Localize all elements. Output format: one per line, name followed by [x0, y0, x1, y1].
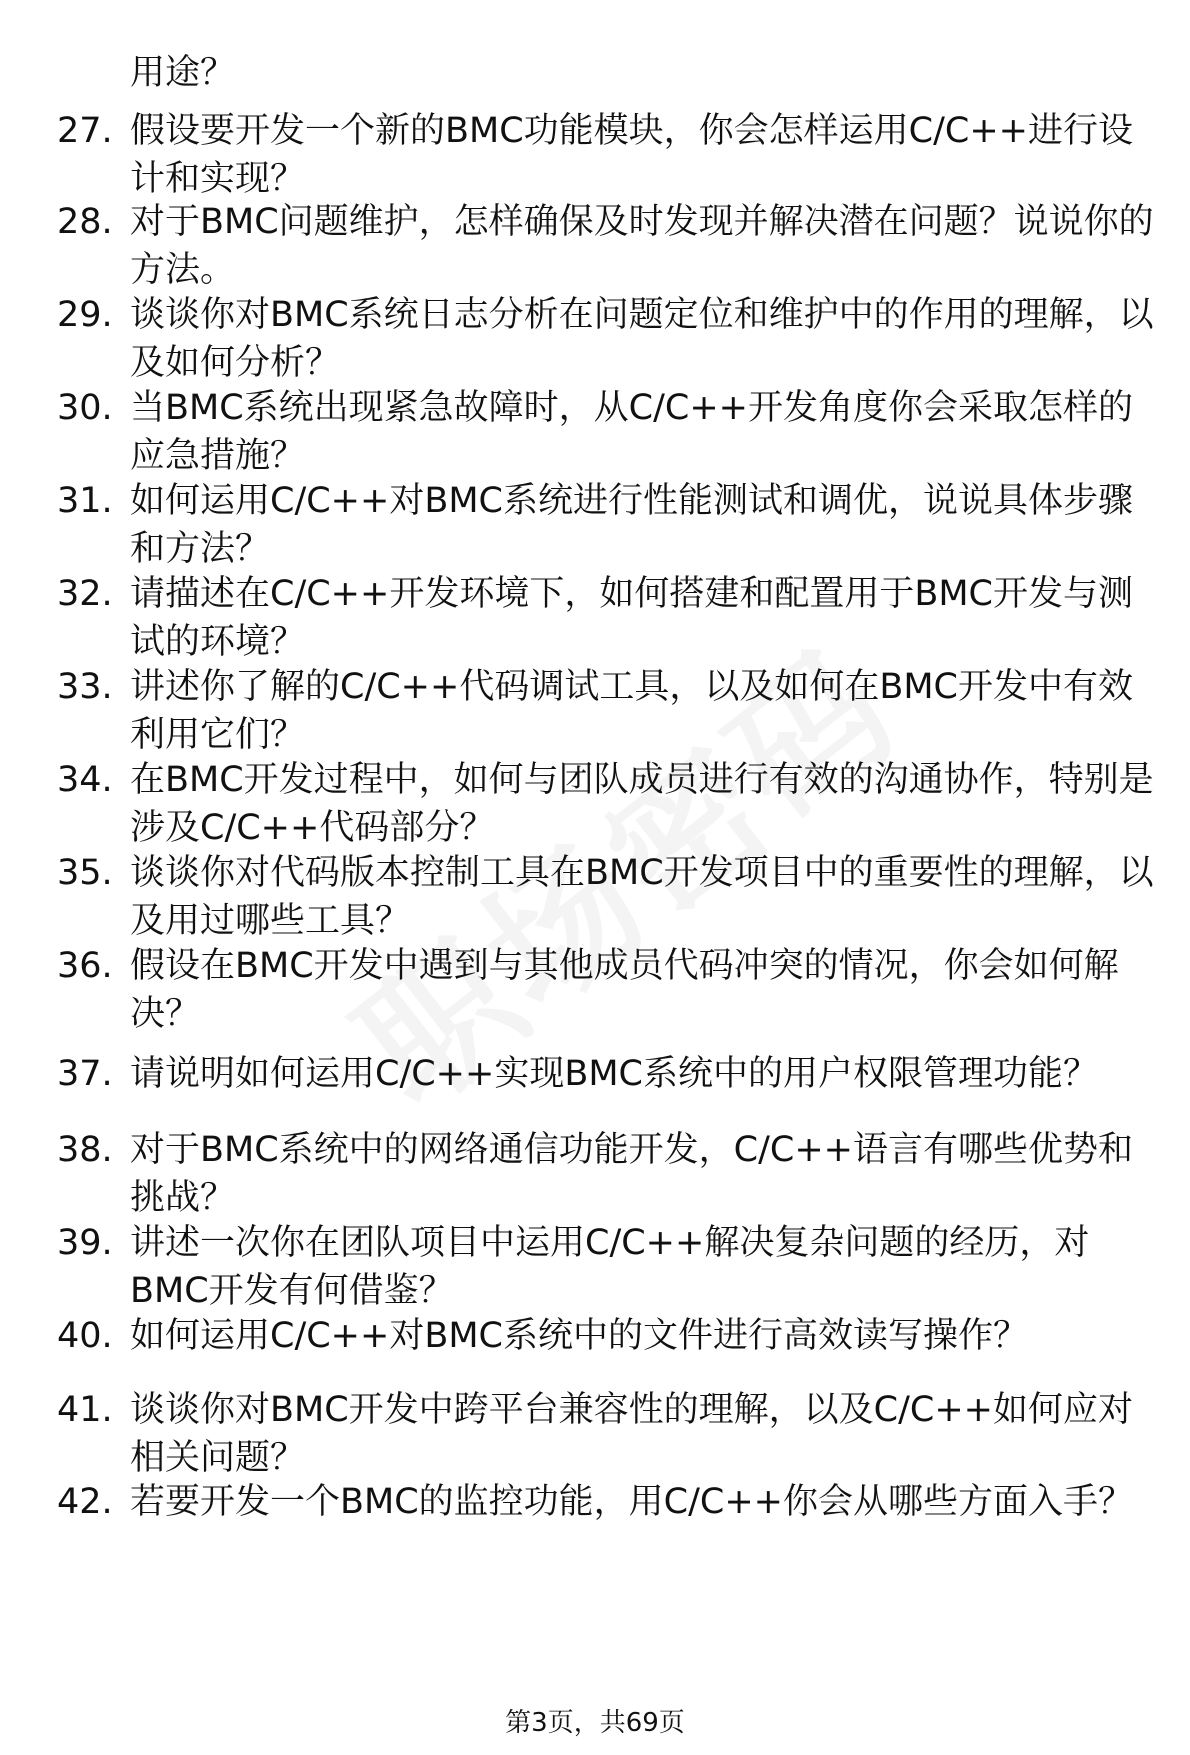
- continuation-text: 用途？: [130, 53, 236, 93]
- question-number: 40.: [57, 1316, 113, 1356]
- question-item: [0, 1478, 1160, 1526]
- question-item: [0, 1050, 1160, 1098]
- question-number: 28.: [57, 202, 113, 242]
- question-number: 29.: [57, 295, 113, 335]
- question-number: 35.: [57, 853, 113, 893]
- question-number: 42.: [57, 1482, 113, 1522]
- question-text: 若要开发一个BMC的监控功能，用C/C++你会从哪些方面入手？: [130, 1482, 1133, 1522]
- question-item: [0, 1312, 1160, 1360]
- question-item: [0, 663, 1160, 759]
- question-item: [0, 107, 1160, 203]
- question-item: [0, 570, 1160, 666]
- question-text: 如何运用C/C++对BMC系统进行性能测试和调优，说说具体步骤和方法？: [130, 481, 1133, 569]
- question-text: 假设在BMC开发中遇到与其他成员代码冲突的情况，你会如何解决？: [130, 946, 1119, 1034]
- question-text: 假设要开发一个新的BMC功能模块，你会怎样运用C/C++进行设计和实现？: [130, 111, 1133, 199]
- question-item: [0, 198, 1160, 294]
- question-item: [0, 384, 1160, 480]
- question-text: 在BMC开发过程中，如何与团队成员进行有效的沟通协作，特别是涉及C/C++代码部分？: [130, 760, 1154, 848]
- question-text: 谈谈你对BMC开发中跨平台兼容性的理解，以及C/C++如何应对相关问题？: [130, 1390, 1133, 1478]
- question-text: 对于BMC系统中的网络通信功能开发，C/C++语言有哪些优势和挑战？: [130, 1130, 1133, 1218]
- question-item: [0, 849, 1160, 945]
- question-text: 请描述在C/C++开发环境下，如何搭建和配置用于BMC开发与测试的环境？: [130, 574, 1133, 662]
- question-item: [0, 942, 1160, 1038]
- question-text: 讲述你了解的C/C++代码调试工具，以及如何在BMC开发中有效利用它们？: [130, 667, 1133, 755]
- question-number: 36.: [57, 946, 113, 986]
- question-number: 33.: [57, 667, 113, 707]
- question-item: [0, 1219, 1160, 1315]
- question-item: [0, 291, 1160, 387]
- question-number: 32.: [57, 574, 113, 614]
- question-text: 讲述一次你在团队项目中运用C/C++解决复杂问题的经历，对BMC开发有何借鉴？: [130, 1223, 1090, 1311]
- question-number: 41.: [57, 1390, 113, 1430]
- question-item: [0, 1126, 1160, 1222]
- question-text: 如何运用C/C++对BMC系统中的文件进行高效读写操作？: [130, 1316, 1028, 1356]
- question-number: 37.: [57, 1054, 113, 1094]
- question-item: [0, 756, 1160, 852]
- question-number: 31.: [57, 481, 113, 521]
- question-text: 谈谈你对代码版本控制工具在BMC开发项目中的重要性的理解，以及用过哪些工具？: [130, 853, 1154, 941]
- question-number: 34.: [57, 760, 113, 800]
- question-item: [0, 1386, 1160, 1482]
- question-number: 39.: [57, 1223, 113, 1263]
- question-number: 38.: [57, 1130, 113, 1170]
- question-text: 当BMC系统出现紧急故障时，从C/C++开发角度你会采取怎样的应急措施？: [130, 388, 1133, 476]
- question-number: 30.: [57, 388, 113, 428]
- question-text: 请说明如何运用C/C++实现BMC系统中的用户权限管理功能？: [130, 1054, 1098, 1094]
- question-number: 27.: [57, 111, 113, 151]
- question-text: 谈谈你对BMC系统日志分析在问题定位和维护中的作用的理解，以及如何分析？: [130, 295, 1154, 383]
- question-text: 对于BMC问题维护，怎样确保及时发现并解决潜在问题？说说你的方法。: [130, 202, 1154, 290]
- page-footer: 第3页，共69页: [505, 1708, 685, 1738]
- question-item: [0, 477, 1160, 573]
